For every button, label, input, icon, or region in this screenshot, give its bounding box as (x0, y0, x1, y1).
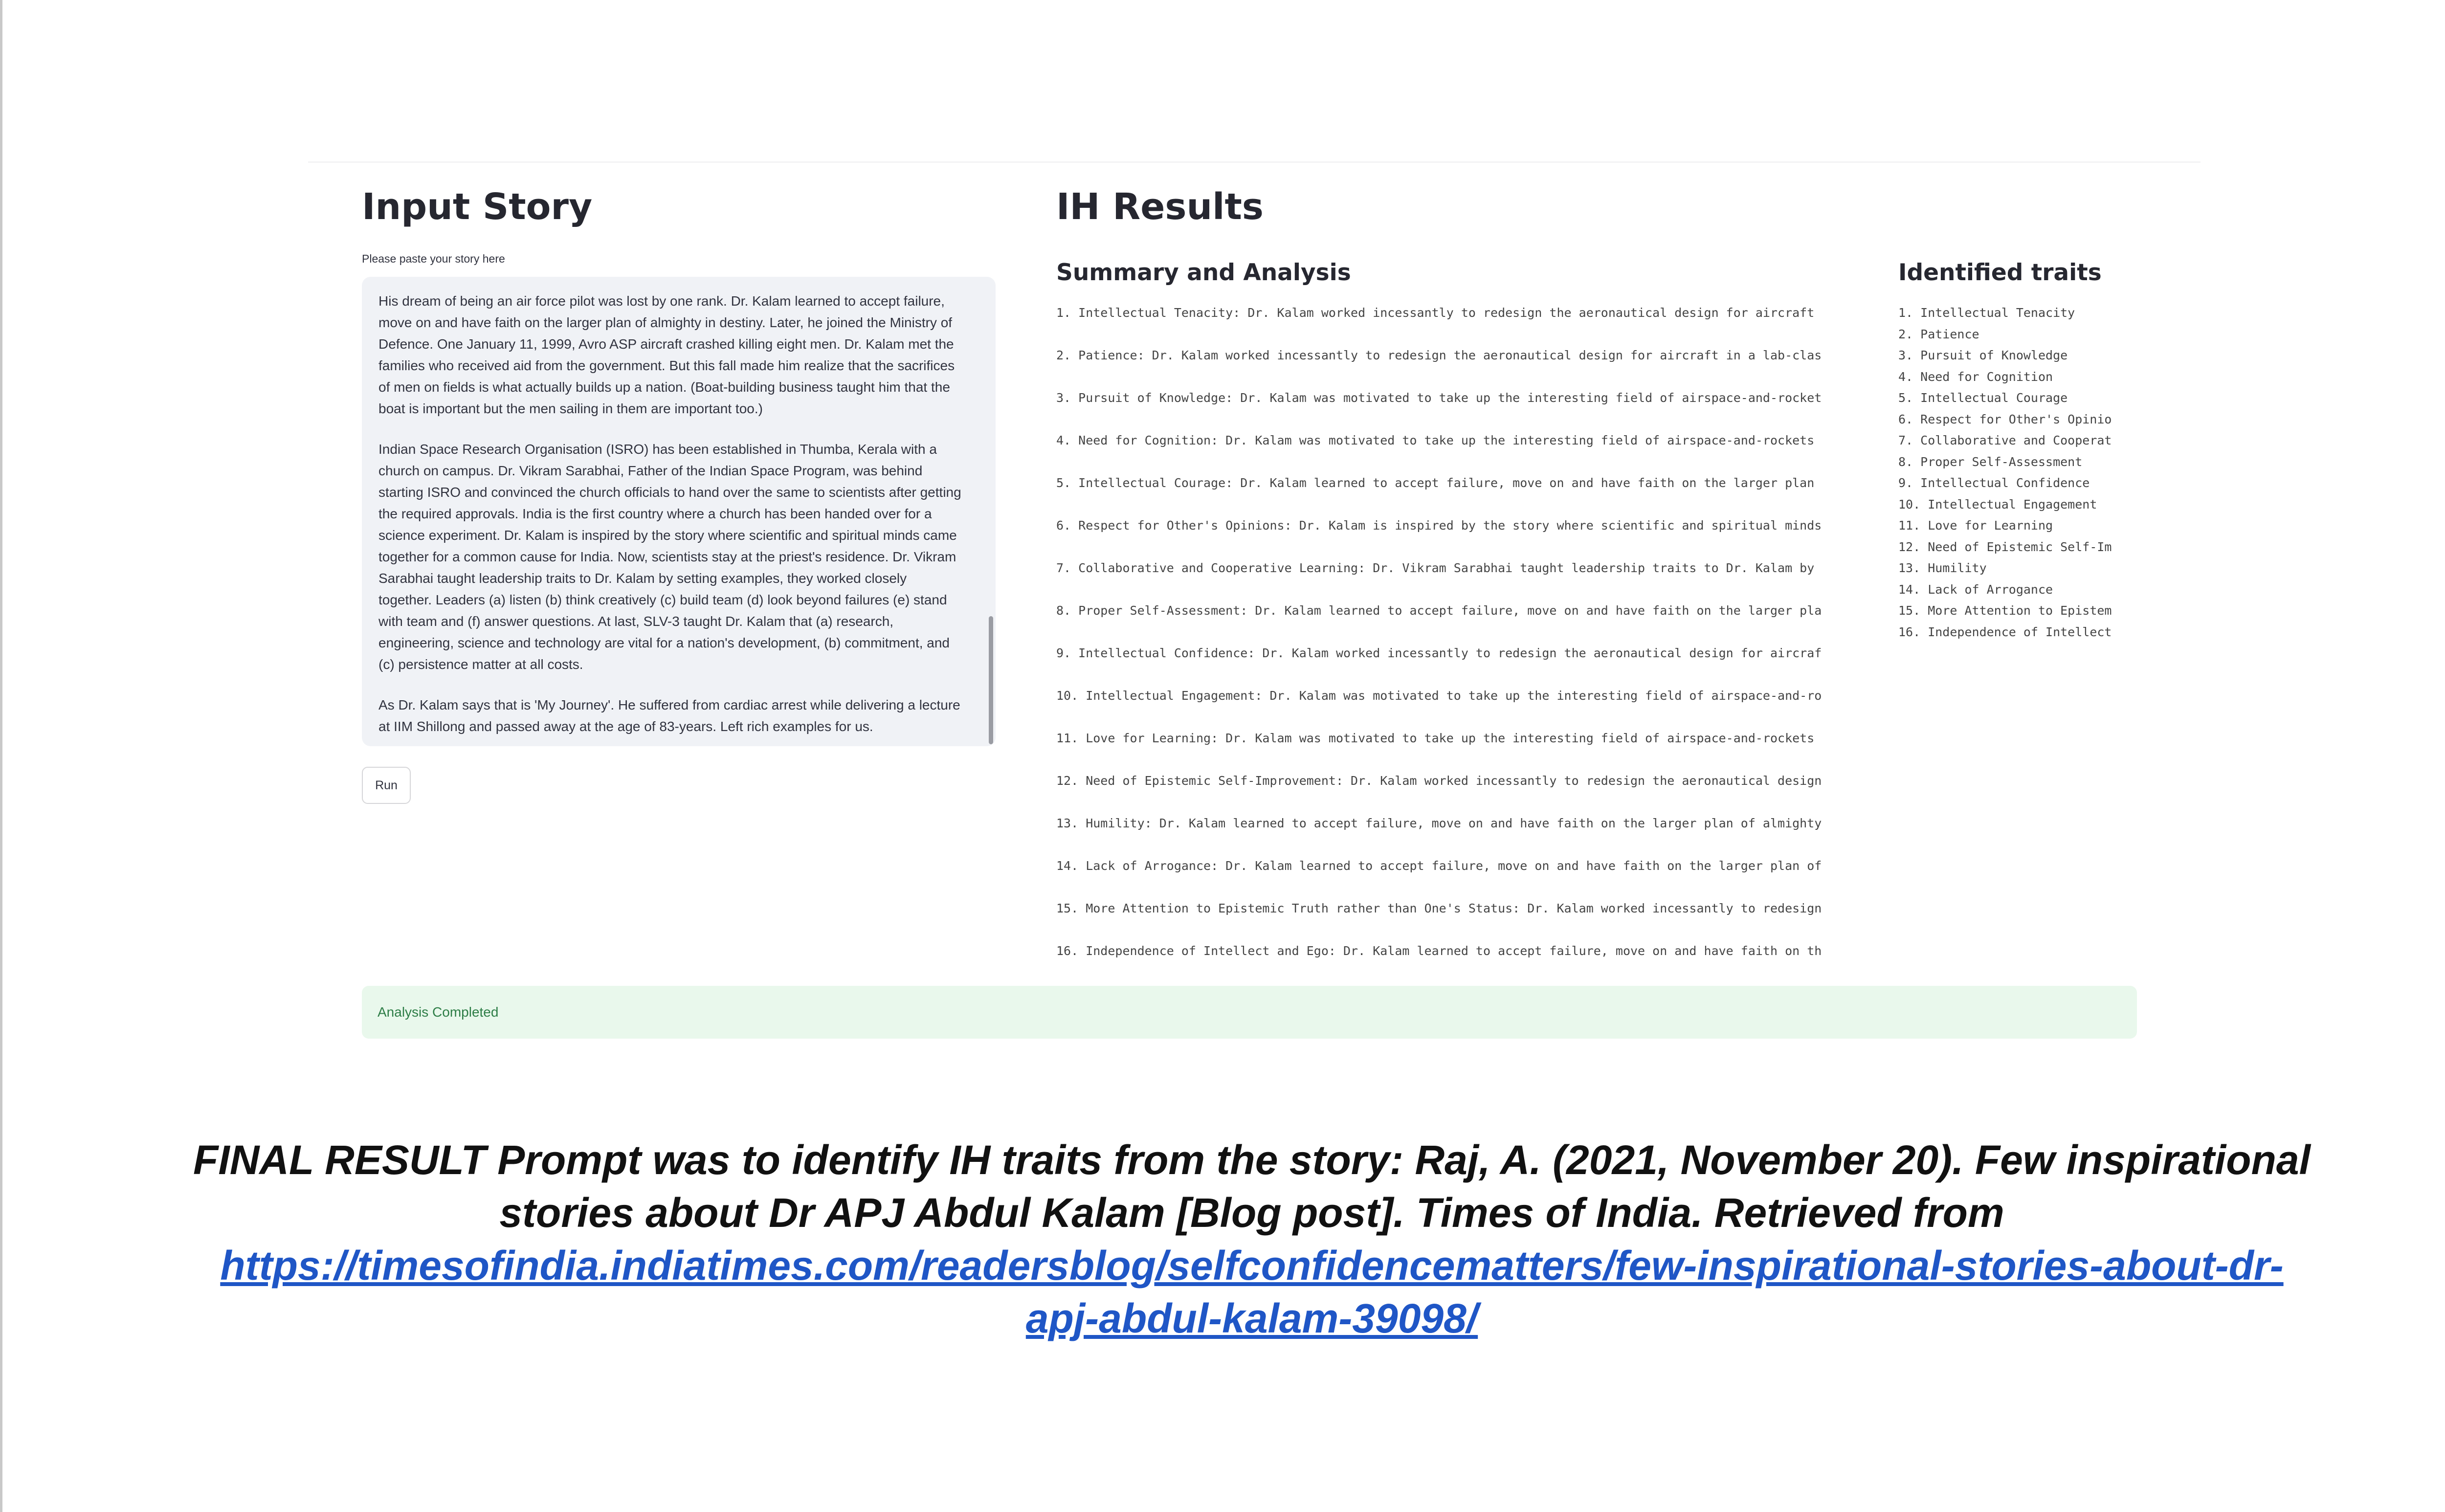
traits-list (1898, 303, 2143, 644)
trait-item: 3. Pursuit of Knowledge (1898, 348, 2068, 362)
trait-item: 16. Independence of Intellect (1898, 624, 2112, 639)
story-paragraph: His dream of being an air force pilot was lost by one rank. Dr. Kalam learned to accept failure, move on and have faith on the larger plan of almighty in destiny. Later, he joined the Ministry of Defence. One January 11, 1999, Avro ASP aircraft crashed killing eight men. Dr. Kalam met the families who received aid from the government. But this fall made him realize that the sacrifices of men on fields is what actually builds up a nation. (Boat-building business taught him that the boat is important but the men sailing in them are important too.) (378, 293, 955, 416)
summary-item: 12. Need of Epistemic Self-Improvement: Dr. Kalam worked incessantly to redesign the aeronautical design (1056, 774, 1822, 788)
trait-item: 7. Collaborative and Cooperat (1898, 433, 2112, 447)
page-edge-divider (0, 0, 2, 1512)
caption-text: FINAL RESULT Prompt was to identify IH traits from the story: Raj, A. (2021, November 20). Few inspirational stories about Dr APJ Abdul Kalam [Blog post]. Times of India. Retrieved from (193, 1137, 2311, 1236)
story-textarea-label: Please paste your story here (362, 252, 505, 265)
summary-item: 8. Proper Self-Assessment: Dr. Kalam learned to accept failure, move on and have faith on the larger pla (1056, 603, 1822, 618)
app-header-divider (308, 161, 2200, 163)
summary-item: 15. More Attention to Epistemic Truth rather than One's Status: Dr. Kalam worked incessantly to redesign (1056, 901, 1822, 915)
status-message: Analysis Completed (378, 1004, 499, 1020)
story-textarea[interactable] (362, 277, 996, 746)
story-paragraph: As Dr. Kalam says that is 'My Journey'. He suffered from cardiac arrest while delivering a lecture at IIM Shillong and passed away at the age of 83-years. Left rich examples for us. (378, 697, 960, 734)
trait-item: 9. Intellectual Confidence (1898, 476, 2090, 490)
input-story-title: Input Story (362, 186, 593, 228)
success-status-banner (362, 986, 2137, 1039)
trait-item: 15. More Attention to Epistem (1898, 603, 2112, 618)
summary-item: 13. Humility: Dr. Kalam learned to accept failure, move on and have faith on the larger plan of almighty (1056, 816, 1822, 830)
story-paragraph: Indian Space Research Organisation (ISRO) has been established in Thumba, Kerala with a church on campus. Dr. Vikram Sarabhai, Father of the Indian Space Program, was behind starting ISRO and convinced the church officials to hand over the same to scientists after getting the required approvals. India is the first country where a church has been handed over for a science experiment. Dr. Kalam is inspired by the story where scientific and spiritual minds came together for a common cause for India. Now, scientists stay at the priest's residence. Dr. Vikram Sarabhai taught leadership traits to Dr. Kalam by setting examples, they worked closely together. Leaders (a) listen (b) think creatively (c) build team (d) look beyond failures (e) stand with team and (f) answer questions. At last, SLV-3 taught Dr. Kalam that (a) research, engineering, science and technology are vital for a nation's development, (b) commitment, and (c) persistence matter at all costs. (378, 442, 961, 672)
ih-results-title: IH Results (1056, 186, 1264, 228)
trait-item: 1. Intellectual Tenacity (1898, 306, 2075, 320)
trait-item: 5. Intellectual Courage (1898, 391, 2068, 405)
figure-caption (186, 1134, 2318, 1345)
trait-item: 6. Respect for Other's Opinio (1898, 412, 2112, 426)
summary-item: 7. Collaborative and Cooperative Learning: Dr. Vikram Sarabhai taught leadership traits to Dr. Kalam by (1056, 561, 1815, 575)
summary-item: 5. Intellectual Courage: Dr. Kalam learned to accept failure, move on and have faith on the larger plan (1056, 476, 1815, 490)
textarea-scrollbar[interactable] (989, 616, 993, 744)
summary-item: 1. Intellectual Tenacity: Dr. Kalam worked incessantly to redesign the aeronautical design for aircraft (1056, 306, 1815, 320)
trait-item: 11. Love for Learning (1898, 518, 2053, 533)
summary-item: 4. Need for Cognition: Dr. Kalam was motivated to take up the interesting field of airspace-and-rockets (1056, 433, 1815, 447)
summary-item: 14. Lack of Arrogance: Dr. Kalam learned to accept failure, move on and have faith on the larger plan of (1056, 859, 1822, 873)
summary-item: 6. Respect for Other's Opinions: Dr. Kalam is inspired by the story where scientific and spiritual minds (1056, 518, 1822, 533)
trait-item: 14. Lack of Arrogance (1898, 582, 2053, 597)
summary-item: 16. Independence of Intellect and Ego: Dr. Kalam learned to accept failure, move on and have faith on th (1056, 944, 1822, 958)
app-screenshot (308, 161, 2200, 1056)
summary-item: 11. Love for Learning: Dr. Kalam was motivated to take up the interesting field of airspace-and-rockets (1056, 731, 1815, 745)
source-link[interactable]: https://timesofindia.indiatimes.com/readersblog/selfconfidencematters/few-inspirational-stories-about-dr-apj-abdul-kalam-39098/ (220, 1243, 2284, 1341)
trait-item: 2. Patience (1898, 327, 1979, 341)
summary-item: 10. Intellectual Engagement: Dr. Kalam was motivated to take up the interesting field of airspace-and-ro (1056, 689, 1822, 703)
trait-item: 13. Humility (1898, 561, 1987, 575)
summary-item: 3. Pursuit of Knowledge: Dr. Kalam was motivated to take up the interesting field of airspace-and-rocket (1056, 391, 1822, 405)
trait-item: 4. Need for Cognition (1898, 369, 2053, 384)
summary-heading: Summary and Analysis (1056, 259, 1351, 286)
trait-item: 10. Intellectual Engagement (1898, 497, 2097, 511)
traits-heading: Identified traits (1898, 259, 2102, 286)
run-button[interactable]: Run (362, 767, 411, 804)
trait-item: 12. Need of Epistemic Self-Im (1898, 539, 2112, 554)
trait-item: 8. Proper Self-Assessment (1898, 454, 2083, 469)
summary-item: 2. Patience: Dr. Kalam worked incessantly to redesign the aeronautical design for aircraft in a lab-clas (1056, 348, 1822, 362)
summary-list (1056, 303, 1883, 984)
summary-item: 9. Intellectual Confidence: Dr. Kalam worked incessantly to redesign the aeronautical design for aircraf (1056, 646, 1822, 660)
